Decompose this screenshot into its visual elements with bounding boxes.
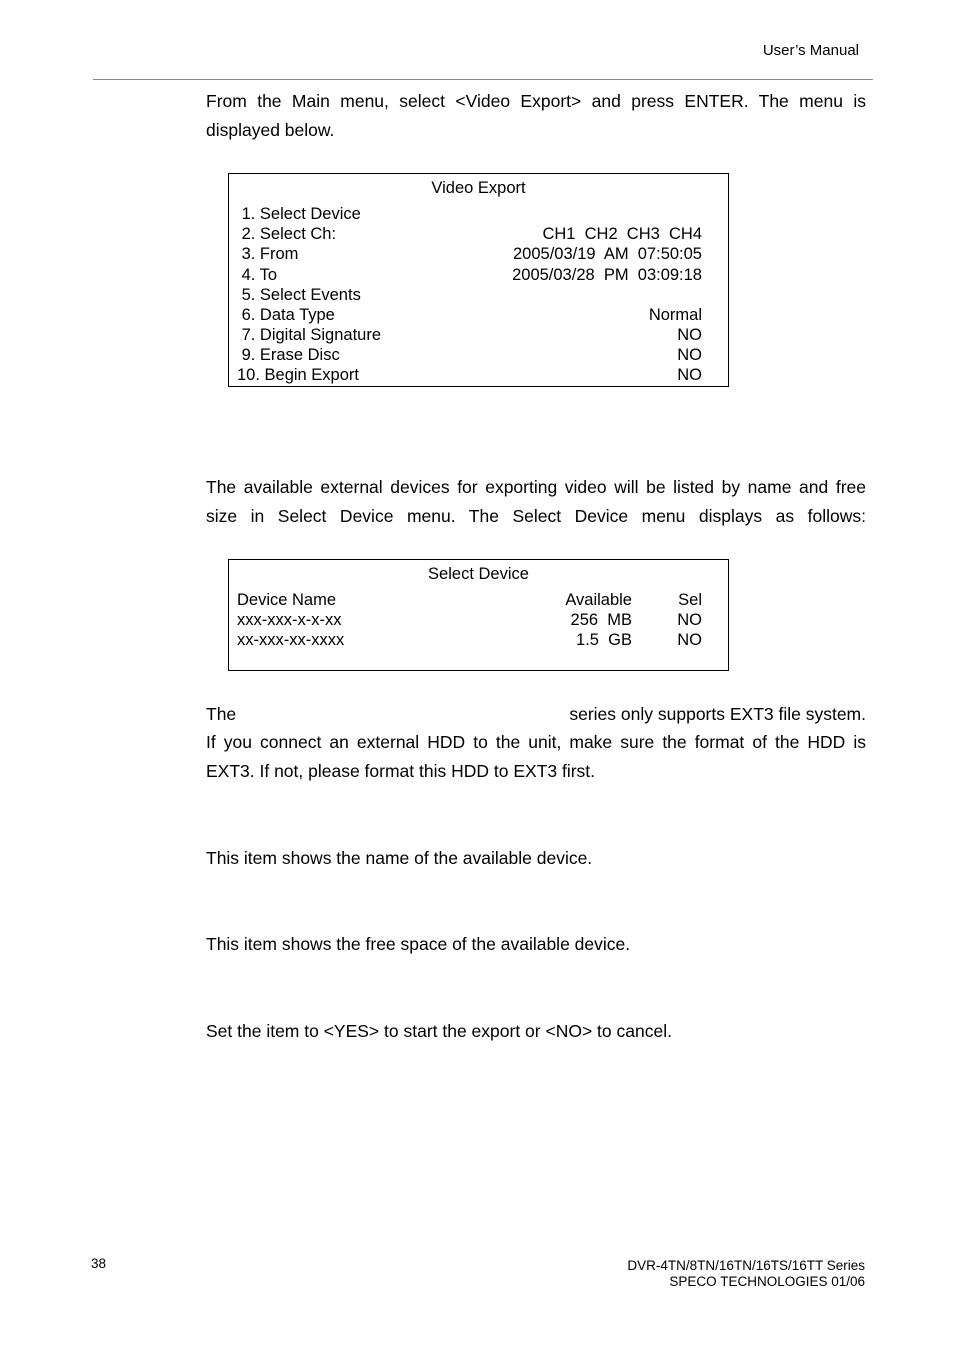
menu-item-value: 2005/03/19 AM 07:50:05 — [513, 245, 702, 263]
menu-item-select-events — [229, 285, 728, 305]
video-export-menu — [228, 173, 729, 387]
sel-description: Set the item to <YES> to start the export or <NO> to cancel. — [206, 1021, 672, 1041]
table-row — [229, 630, 728, 650]
note-word-the: The — [206, 704, 237, 724]
menu-item-select-device — [229, 204, 728, 224]
menu-item-erase-disc — [229, 345, 728, 365]
select-device-intro: The available external devices for exporting video will be listed by name and free size in Select Device menu. The Select Device menu displays as follows: — [206, 477, 866, 526]
note-first-line — [206, 700, 866, 729]
menu-item-value: 2005/03/28 PM 03:09:18 — [512, 266, 702, 284]
menu-item-value: Normal — [648, 306, 702, 324]
intro-paragraph: From the Main menu, select <Video Export> and press ENTER. The menu is displayed below. — [206, 91, 866, 140]
column-header-sel: Sel — [678, 591, 702, 609]
menu-item-value: CH1 CH2 CH3 CH4 — [542, 225, 702, 243]
menu-item-digital-signature — [229, 325, 728, 345]
page-number: 38 — [91, 1256, 107, 1271]
menu-item-label: 6. Data Type — [237, 306, 335, 324]
device-sel-cell: NO — [677, 631, 702, 649]
menu-item-begin-export — [229, 365, 728, 385]
menu-item-label: 2. Select Ch: — [237, 225, 337, 243]
menu-item-label: 7. Digital Signature — [237, 326, 381, 344]
menu-item-value: NO — [677, 326, 702, 344]
menu-item-label: 5. Select Events — [237, 286, 361, 304]
footer-series: DVR-4TN/8TN/16TN/16TS/16TT Series — [627, 1258, 865, 1273]
column-header-device-name: Device Name — [237, 591, 337, 609]
device-name-cell: xx-xxx-xx-xxxx — [237, 631, 345, 649]
video-export-title: Video Export — [431, 179, 526, 197]
menu-item-value: NO — [677, 346, 702, 364]
menu-item-to — [229, 265, 728, 285]
menu-item-value: NO — [677, 366, 702, 384]
device-name-cell: xxx-xxx-x-x-xx — [237, 611, 342, 629]
device-available-cell: 1.5 GB — [576, 631, 632, 649]
menu-item-label: 10. Begin Export — [237, 366, 359, 384]
note-line1-rest: series only supports EXT3 file system. — [569, 704, 866, 724]
menu-item-data-type — [229, 305, 728, 325]
manual-title: User’s Manual — [762, 42, 859, 59]
menu-item-label: 1. Select Device — [237, 205, 361, 223]
device-available-cell: 256 MB — [570, 611, 632, 629]
device-name-description: This item shows the name of the available device. — [206, 848, 593, 868]
menu-item-from — [229, 244, 728, 264]
device-sel-cell: NO — [677, 611, 702, 629]
available-description: This item shows the free space of the available device. — [206, 934, 631, 954]
menu-item-label: 4. To — [237, 266, 278, 284]
menu-item-label: 3. From — [237, 245, 299, 263]
column-header-available: Available — [565, 591, 632, 609]
table-row — [229, 610, 728, 630]
select-device-title: Select Device — [428, 565, 529, 583]
menu-item-label: 9. Erase Disc — [237, 346, 340, 364]
select-device-menu — [228, 559, 729, 671]
header-divider — [93, 79, 873, 80]
note-body: If you connect an external HDD to the unit, make sure the format of the HDD is EXT3. If not, please format this HDD to EXT3 first. — [206, 732, 866, 781]
footer-company: SPECO TECHNOLOGIES 01/06 — [669, 1274, 865, 1289]
menu-item-select-ch — [229, 224, 728, 244]
table-header-row — [229, 590, 728, 610]
